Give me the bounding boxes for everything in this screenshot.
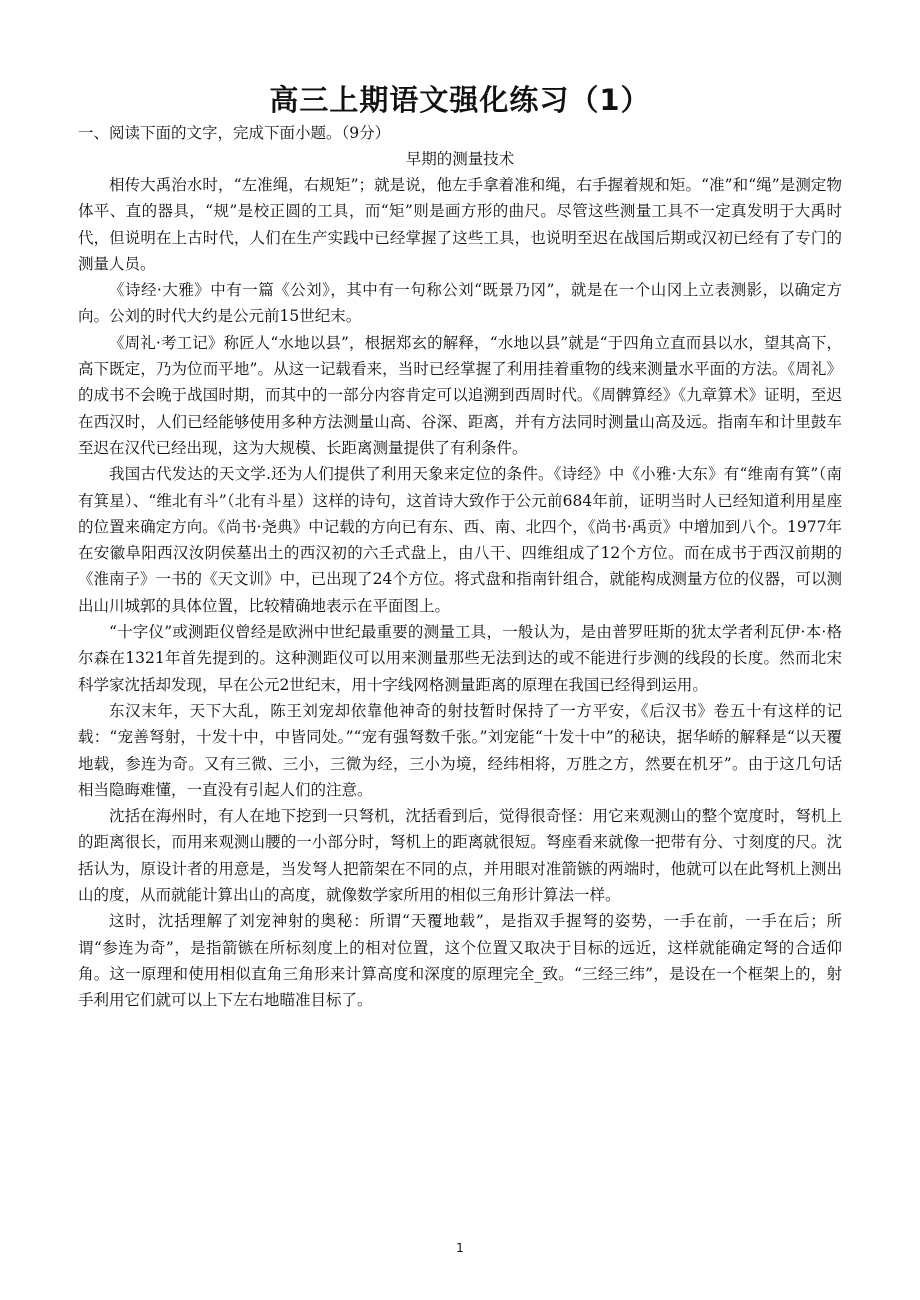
paragraph: “十字仪”或测距仪曾经是欧洲中世纪最重要的测量工具，一般认为，是由普罗旺斯的犹太学者利瓦伊·本·格尔森在1321年首先提到的。这种测距仪可以用来测量那些无法到达的或不能进行步测的线段的长度。然而北宋科学家沈括却发现，早在公元2世纪末，用十字线网格测量距离的原理在我国已经得到运用。 [78, 623, 842, 694]
article-title: 早期的测量技术 [405, 150, 515, 168]
page-title: 高三上期语文强化练习（1） [269, 83, 651, 117]
paragraph: 东汉末年，天下大乱，陈王刘宠却依靠他神奇的射技暂时保持了一方平安，《后汉书》卷五十有这样的记载：“宠善弩射，十发十中，中皆同处。”“宠有强弩数千张。”刘宠能“十发十中”的秘诀，据华峤的解释是“以天覆地载，参连为奇。又有三微、三小，三微为经，三小为境，经纬相将，万胜之方，然要在机牙”。由于这几句话相当隐晦难懂，一直没有引起人们的注意。 [78, 701, 842, 799]
paragraph: 《周礼·考工记》称匠人“水地以县”，根据郑玄的解释，“水地以县”就是“于四角立直而县以水，望其高下，高下既定，乃为位而平地”。从这一记载看来，当时已经掌握了利用挂着重物的线来测量水平面的方法。《周礼》的成书不会晚于战国时期，而其中的一部分内容肯定可以追溯到西周时代。《周髀算经》《九章算术》证明，至迟在西汉时，人们已经能够使用多种方法测量山高、谷深、距离，并有方法同时测量山高及远。指南车和计里鼓车至迟在汉代已经出现，这为大规模、长距离测量提供了有利条件。 [78, 333, 842, 457]
paragraph: 我国古代发达的天文学.还为人们提供了利用天象来定位的条件。《诗经》中《小雅·大东》有“维南有箕”（南有箕星）、“维北有斗”（北有斗星）这样的诗句，这首诗大致作于公元前684年前，证明当时人已经知道利用星座的位置来确定方向。《尚书·尧典》中记载的方向已有东、西、南、北四个，《尚书·禹贡》中增加到八个。1977年在安徽阜阳西汉汝阴侯墓出土的西汉初的六壬式盘上，由八干、四维组成了12个方位。而在成书于西汉前期的《淮南子》一书的《天文训》中，已出现了24个方位。将式盘和指南针组合，就能构成测量方位的仪器，可以测出山川城郭的具体位置，比较精确地表示在平面图上。 [78, 465, 842, 615]
paragraph: 相传大禹治水时，“左准绳，右规矩”；就是说，他左手拿着准和绳，右手握着规和矩。“准”和“绳”是测定物体平、直的器具，“规”是校正圆的工具，而“矩”则是画方形的曲尺。尽管这些测量工具不一定真发明于大禹时代，但说明在上古时代，人们在生产实践中已经掌握了这些工具，也说明至迟在战国后期或汉初已经有了专门的测量人员。 [78, 176, 842, 273]
paragraph: 《诗经·大雅》中有一篇《公刘》，其中有一句称公刘“既景乃冈”，就是在一个山冈上立表测影，以确定方向。公刘的时代大约是公元前15世纪末。 [78, 281, 842, 326]
article-body [78, 172, 842, 1014]
page-number: 1 [456, 1241, 464, 1255]
paragraph: 沈括在海州时，有人在地下挖到一只弩机，沈括看到后，觉得很奇怪：用它来观测山的整个宽度时，弩机上的距离很长，而用来观测山腰的一小部分时，弩机上的距离就很短。弩座看来就像一把带有分、寸刻度的尺。沈括认为，原设计者的用意是，当发弩人把箭架在不同的点，并用眼对准箭镞的两端时，他就可以在此弩机上测出山的度，从而就能计算出山的高度，就像数学家所用的相似三角形计算法一样。 [78, 807, 842, 905]
section-heading: 一、阅读下面的文字，完成下面小题。（9分） [78, 124, 391, 142]
paragraph: 这时，沈括理解了刘宠神射的奥秘：所谓“天覆地载”，是指双手握弩的姿势，一手在前，一手在后；所谓“参连为奇”，是指箭镞在所标刻度上的相对位置，这个位置又取决于目标的远近，这样就能确定弩的合适仰角。这一原理和使用相似直角三角形来计算高度和深度的原理完全_致。“三经三纬”，是设在一个框架上的，射手利用它们就可以上下左右地瞄准目标了。 [78, 912, 842, 1010]
